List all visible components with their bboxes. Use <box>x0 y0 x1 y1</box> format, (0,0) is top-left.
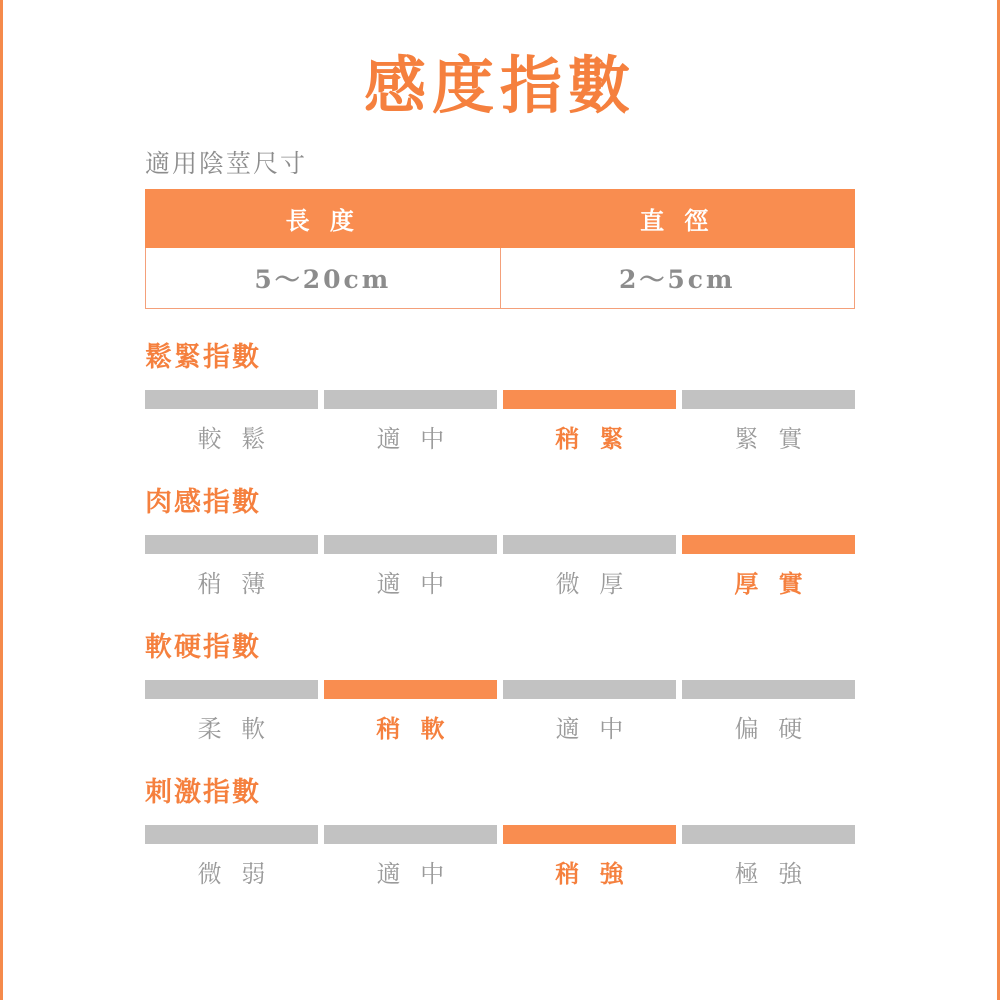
index-block-stimulation <box>145 770 855 889</box>
index-bars-tightness <box>145 390 855 409</box>
index-bar-label: 適 中 <box>376 570 451 599</box>
index-block-tightness <box>145 335 855 454</box>
index-bar-label: 適 中 <box>555 715 630 744</box>
index-bar-label: 緊 實 <box>734 425 809 454</box>
index-bars-thickness <box>145 535 855 554</box>
table-cell-length-value: 5～20cm <box>146 248 501 309</box>
index-bar-label: 微 弱 <box>197 860 272 889</box>
index-bar-label-active: 稍 強 <box>555 860 630 889</box>
index-bar-segment <box>682 825 855 844</box>
index-bar-segment <box>145 680 318 699</box>
index-bar-label: 極 強 <box>734 860 809 889</box>
index-label-softness: 軟硬指數 <box>145 632 261 664</box>
index-label-tightness: 鬆緊指數 <box>145 342 261 374</box>
index-bar-labels-thickness <box>145 564 855 599</box>
index-bar-segment <box>503 535 676 554</box>
index-bar-labels-stimulation <box>145 854 855 889</box>
index-bar-labels-softness <box>145 709 855 744</box>
index-bar-label: 柔 軟 <box>197 715 272 744</box>
page-title: 感度指數 <box>363 49 636 122</box>
index-bars-stimulation <box>145 825 855 844</box>
frame-border-left <box>0 0 3 1000</box>
index-bar-segment <box>503 680 676 699</box>
size-table <box>145 189 855 309</box>
table-row <box>146 248 855 309</box>
index-bar-segment <box>682 680 855 699</box>
index-bar-label: 適 中 <box>376 425 451 454</box>
index-bar-labels-tightness <box>145 419 855 454</box>
size-section-label: 適用陰莖尺寸 <box>145 149 308 179</box>
index-block-softness <box>145 625 855 744</box>
index-bar-segment-active <box>503 390 676 409</box>
index-bar-segment <box>682 390 855 409</box>
index-label-thickness: 肉感指數 <box>145 487 261 519</box>
index-bar-segment <box>324 535 497 554</box>
index-bar-segment <box>324 390 497 409</box>
index-bar-label: 偏 硬 <box>734 715 809 744</box>
index-bar-label-active: 稍 軟 <box>376 715 451 744</box>
index-label-stimulation: 刺激指數 <box>145 777 261 809</box>
index-bar-segment <box>145 825 318 844</box>
index-block-thickness <box>145 480 855 599</box>
index-bar-label-active: 厚 實 <box>734 570 809 599</box>
content-area <box>145 144 855 889</box>
table-header-row <box>146 190 855 248</box>
index-bar-label: 較 鬆 <box>197 425 272 454</box>
index-bar-label: 微 厚 <box>555 570 630 599</box>
table-header-length: 長 度 <box>146 190 501 248</box>
index-bar-segment <box>324 825 497 844</box>
index-bar-segment <box>145 535 318 554</box>
table-header-diameter: 直 徑 <box>500 190 855 248</box>
index-bar-label-active: 稍 緊 <box>555 425 630 454</box>
index-bar-segment-active <box>682 535 855 554</box>
index-bar-segment-active <box>324 680 497 699</box>
index-bar-segment <box>145 390 318 409</box>
index-bar-label: 稍 薄 <box>197 570 272 599</box>
table-cell-diameter-value: 2～5cm <box>500 248 855 309</box>
index-bars-softness <box>145 680 855 699</box>
index-bar-label: 適 中 <box>376 860 451 889</box>
index-bar-segment-active <box>503 825 676 844</box>
